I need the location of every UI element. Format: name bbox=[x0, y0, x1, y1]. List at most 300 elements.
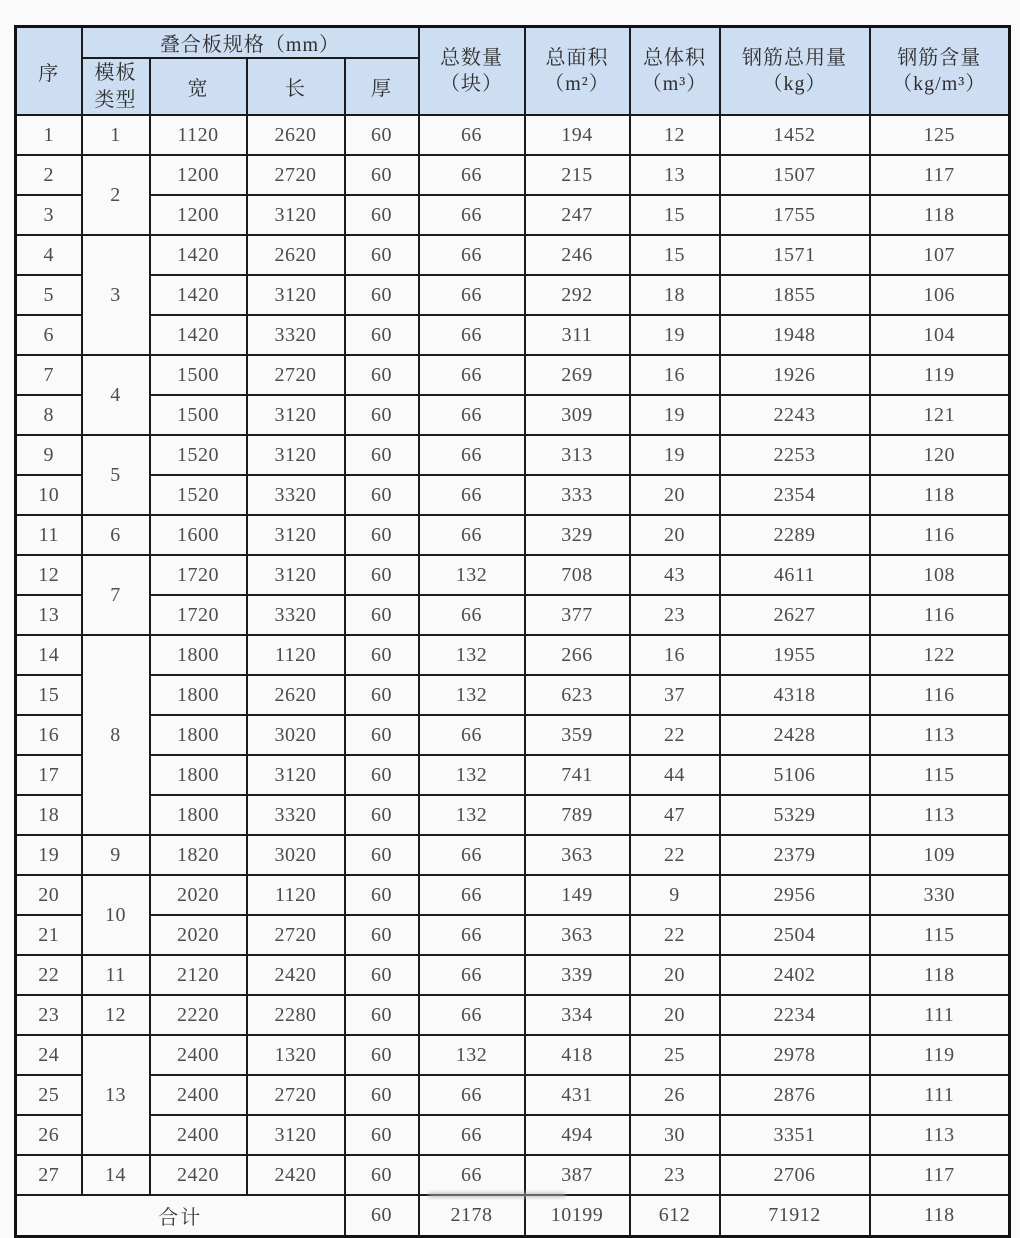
cell-rebar-total: 1507 bbox=[720, 155, 870, 195]
cell-width: 1420 bbox=[150, 235, 247, 275]
cell-rebar-content: 120 bbox=[870, 435, 1010, 475]
table-row bbox=[16, 1155, 1010, 1195]
cell-total-area: 309 bbox=[525, 395, 630, 435]
table-row bbox=[16, 195, 1010, 235]
cell-rebar-content: 104 bbox=[870, 315, 1010, 355]
cell-rebar-content: 113 bbox=[870, 715, 1010, 755]
total-count: 2178 bbox=[419, 1195, 525, 1237]
cell-total-count: 132 bbox=[419, 795, 525, 835]
cell-length: 3120 bbox=[247, 195, 345, 235]
cell-width: 1800 bbox=[150, 795, 247, 835]
cell-seq: 7 bbox=[16, 355, 82, 395]
cell-width: 1120 bbox=[150, 115, 247, 155]
cell-total-count: 66 bbox=[419, 1155, 525, 1195]
cell-total-area: 418 bbox=[525, 1035, 630, 1075]
slab-summary-table bbox=[14, 25, 1011, 1238]
cell-rebar-total: 2234 bbox=[720, 995, 870, 1035]
table-row bbox=[16, 395, 1010, 435]
table-row bbox=[16, 995, 1010, 1035]
header-rebar-total-line1: 钢筋总用量 bbox=[742, 46, 847, 69]
cell-width: 1420 bbox=[150, 275, 247, 315]
cell-total-count: 66 bbox=[419, 1115, 525, 1155]
cell-length: 3120 bbox=[247, 435, 345, 475]
table-row bbox=[16, 475, 1010, 515]
cell-width: 2120 bbox=[150, 955, 247, 995]
cell-total-count: 66 bbox=[419, 115, 525, 155]
header-thickness: 厚 bbox=[345, 58, 419, 115]
cell-seq: 14 bbox=[16, 635, 82, 675]
cell-seq: 23 bbox=[16, 995, 82, 1035]
cell-seq: 8 bbox=[16, 395, 82, 435]
cell-total-count: 132 bbox=[419, 555, 525, 595]
cell-length: 2720 bbox=[247, 1075, 345, 1115]
cell-total-area: 269 bbox=[525, 355, 630, 395]
cell-length: 3320 bbox=[247, 595, 345, 635]
cell-length: 1120 bbox=[247, 635, 345, 675]
cell-total-volume: 15 bbox=[630, 195, 720, 235]
cell-length: 3120 bbox=[247, 275, 345, 315]
cell-total-area: 363 bbox=[525, 835, 630, 875]
cell-rebar-content: 108 bbox=[870, 555, 1010, 595]
cell-length: 3020 bbox=[247, 835, 345, 875]
cell-total-area: 359 bbox=[525, 715, 630, 755]
cell-rebar-content: 111 bbox=[870, 995, 1010, 1035]
cell-length: 2720 bbox=[247, 915, 345, 955]
table-body bbox=[16, 115, 1010, 1237]
cell-rebar-total: 2428 bbox=[720, 715, 870, 755]
cell-total-volume: 22 bbox=[630, 715, 720, 755]
cell-total-area: 339 bbox=[525, 955, 630, 995]
cell-rebar-content: 115 bbox=[870, 755, 1010, 795]
cell-total-area: 363 bbox=[525, 915, 630, 955]
cell-thickness: 60 bbox=[345, 355, 419, 395]
header-width: 宽 bbox=[150, 58, 247, 115]
cell-width: 1820 bbox=[150, 835, 247, 875]
cell-width: 1500 bbox=[150, 355, 247, 395]
cell-length: 1320 bbox=[247, 1035, 345, 1075]
cell-template-type: 8 bbox=[82, 635, 150, 835]
table-row bbox=[16, 435, 1010, 475]
cell-seq: 5 bbox=[16, 275, 82, 315]
cell-rebar-total: 2627 bbox=[720, 595, 870, 635]
table-row bbox=[16, 595, 1010, 635]
cell-rebar-content: 109 bbox=[870, 835, 1010, 875]
cell-thickness: 60 bbox=[345, 115, 419, 155]
cell-rebar-total: 4611 bbox=[720, 555, 870, 595]
cell-length: 2620 bbox=[247, 235, 345, 275]
cell-rebar-content: 118 bbox=[870, 955, 1010, 995]
cell-length: 3020 bbox=[247, 715, 345, 755]
cell-thickness: 60 bbox=[345, 435, 419, 475]
cell-total-count: 132 bbox=[419, 675, 525, 715]
table-row bbox=[16, 875, 1010, 915]
header-length: 长 bbox=[247, 58, 345, 115]
total-row bbox=[16, 1195, 1010, 1237]
cell-seq: 1 bbox=[16, 115, 82, 155]
cell-rebar-total: 4318 bbox=[720, 675, 870, 715]
cell-total-count: 66 bbox=[419, 595, 525, 635]
cell-width: 2400 bbox=[150, 1075, 247, 1115]
cell-total-volume: 19 bbox=[630, 315, 720, 355]
cell-total-volume: 16 bbox=[630, 635, 720, 675]
table-row bbox=[16, 115, 1010, 155]
header-total-count-line2: （块） bbox=[440, 73, 503, 95]
cell-template-type: 6 bbox=[82, 515, 150, 555]
cell-rebar-total: 1571 bbox=[720, 235, 870, 275]
cell-template-type: 1 bbox=[82, 115, 150, 155]
cell-total-count: 66 bbox=[419, 275, 525, 315]
cell-total-area: 623 bbox=[525, 675, 630, 715]
table-row bbox=[16, 715, 1010, 755]
cell-width: 2220 bbox=[150, 995, 247, 1035]
table-row bbox=[16, 1115, 1010, 1155]
cell-rebar-total: 2253 bbox=[720, 435, 870, 475]
cell-total-count: 66 bbox=[419, 955, 525, 995]
cell-thickness: 60 bbox=[345, 675, 419, 715]
cell-thickness: 60 bbox=[345, 235, 419, 275]
cell-width: 1800 bbox=[150, 755, 247, 795]
cell-total-count: 66 bbox=[419, 315, 525, 355]
cell-rebar-content: 117 bbox=[870, 155, 1010, 195]
table-row bbox=[16, 315, 1010, 355]
cell-rebar-content: 118 bbox=[870, 195, 1010, 235]
cell-total-area: 313 bbox=[525, 435, 630, 475]
cell-rebar-total: 2504 bbox=[720, 915, 870, 955]
cell-template-type: 14 bbox=[82, 1155, 150, 1195]
cell-total-volume: 23 bbox=[630, 1155, 720, 1195]
cell-rebar-total: 2956 bbox=[720, 875, 870, 915]
cell-rebar-total: 2354 bbox=[720, 475, 870, 515]
cell-rebar-content: 106 bbox=[870, 275, 1010, 315]
total-rebar-content: 118 bbox=[870, 1195, 1010, 1237]
cell-total-volume: 16 bbox=[630, 355, 720, 395]
table-row bbox=[16, 635, 1010, 675]
cell-template-type: 11 bbox=[82, 955, 150, 995]
cell-rebar-total: 5106 bbox=[720, 755, 870, 795]
cell-total-area: 215 bbox=[525, 155, 630, 195]
cell-rebar-total: 1926 bbox=[720, 355, 870, 395]
cell-seq: 9 bbox=[16, 435, 82, 475]
cell-total-area: 789 bbox=[525, 795, 630, 835]
cell-total-area: 329 bbox=[525, 515, 630, 555]
table-row bbox=[16, 515, 1010, 555]
header-rebar-total-line2: （kg） bbox=[762, 73, 827, 95]
cell-thickness: 60 bbox=[345, 555, 419, 595]
cell-total-volume: 43 bbox=[630, 555, 720, 595]
cell-seq: 19 bbox=[16, 835, 82, 875]
cell-rebar-content: 119 bbox=[870, 355, 1010, 395]
cell-length: 1120 bbox=[247, 875, 345, 915]
cell-width: 1720 bbox=[150, 555, 247, 595]
total-area: 10199 bbox=[525, 1195, 630, 1237]
cell-rebar-content: 330 bbox=[870, 875, 1010, 915]
cell-thickness: 60 bbox=[345, 1155, 419, 1195]
header-total-count-line1: 总数量 bbox=[440, 46, 503, 69]
total-thickness: 60 bbox=[345, 1195, 419, 1237]
cell-total-area: 311 bbox=[525, 315, 630, 355]
cell-seq: 25 bbox=[16, 1075, 82, 1115]
cell-width: 1520 bbox=[150, 435, 247, 475]
cell-total-volume: 19 bbox=[630, 435, 720, 475]
header-total-count bbox=[419, 27, 525, 116]
cell-thickness: 60 bbox=[345, 515, 419, 555]
cell-thickness: 60 bbox=[345, 195, 419, 235]
cell-thickness: 60 bbox=[345, 155, 419, 195]
cell-total-count: 66 bbox=[419, 435, 525, 475]
cell-rebar-content: 119 bbox=[870, 1035, 1010, 1075]
cell-seq: 17 bbox=[16, 755, 82, 795]
cell-rebar-content: 116 bbox=[870, 595, 1010, 635]
cell-total-volume: 19 bbox=[630, 395, 720, 435]
cell-total-count: 66 bbox=[419, 1075, 525, 1115]
cell-template-type: 5 bbox=[82, 435, 150, 515]
cell-total-area: 247 bbox=[525, 195, 630, 235]
cell-width: 1800 bbox=[150, 675, 247, 715]
cell-total-volume: 12 bbox=[630, 115, 720, 155]
header-rebar-content-line1: 钢筋含量 bbox=[897, 46, 982, 69]
table-row bbox=[16, 835, 1010, 875]
table-row bbox=[16, 155, 1010, 195]
cell-rebar-total: 1948 bbox=[720, 315, 870, 355]
cell-rebar-total: 1452 bbox=[720, 115, 870, 155]
cell-width: 1420 bbox=[150, 315, 247, 355]
cell-thickness: 60 bbox=[345, 835, 419, 875]
cell-total-count: 66 bbox=[419, 395, 525, 435]
cell-rebar-content: 111 bbox=[870, 1075, 1010, 1115]
cell-rebar-total: 1755 bbox=[720, 195, 870, 235]
cell-thickness: 60 bbox=[345, 475, 419, 515]
cell-total-count: 66 bbox=[419, 715, 525, 755]
cell-length: 3320 bbox=[247, 475, 345, 515]
cell-seq: 22 bbox=[16, 955, 82, 995]
cell-thickness: 60 bbox=[345, 955, 419, 995]
cell-width: 2020 bbox=[150, 875, 247, 915]
cell-total-area: 194 bbox=[525, 115, 630, 155]
cell-template-type: 7 bbox=[82, 555, 150, 635]
cell-thickness: 60 bbox=[345, 715, 419, 755]
cell-width: 1720 bbox=[150, 595, 247, 635]
cell-thickness: 60 bbox=[345, 915, 419, 955]
cell-total-count: 132 bbox=[419, 635, 525, 675]
table-row bbox=[16, 755, 1010, 795]
cell-width: 1800 bbox=[150, 715, 247, 755]
cropped-text-artifact bbox=[428, 1192, 566, 1198]
cell-seq: 20 bbox=[16, 875, 82, 915]
cell-thickness: 60 bbox=[345, 795, 419, 835]
cell-total-area: 266 bbox=[525, 635, 630, 675]
table-row bbox=[16, 355, 1010, 395]
cell-width: 1520 bbox=[150, 475, 247, 515]
cell-total-area: 246 bbox=[525, 235, 630, 275]
cell-thickness: 60 bbox=[345, 275, 419, 315]
cell-rebar-content: 118 bbox=[870, 475, 1010, 515]
header-rebar-content-line2: （kg/m³） bbox=[892, 73, 987, 95]
cell-width: 1600 bbox=[150, 515, 247, 555]
header-total-volume-line2: （m³） bbox=[641, 73, 708, 95]
cell-total-volume: 20 bbox=[630, 955, 720, 995]
header-template-type-line2: 类型 bbox=[94, 88, 137, 111]
header-seq: 序 bbox=[16, 27, 82, 116]
cell-rebar-content: 125 bbox=[870, 115, 1010, 155]
cell-template-type: 2 bbox=[82, 155, 150, 235]
cell-seq: 26 bbox=[16, 1115, 82, 1155]
cell-rebar-content: 121 bbox=[870, 395, 1010, 435]
cell-total-area: 431 bbox=[525, 1075, 630, 1115]
cell-total-volume: 30 bbox=[630, 1115, 720, 1155]
cell-length: 2420 bbox=[247, 1155, 345, 1195]
table-row bbox=[16, 915, 1010, 955]
cell-rebar-total: 1955 bbox=[720, 635, 870, 675]
cell-total-count: 132 bbox=[419, 755, 525, 795]
cell-length: 2420 bbox=[247, 955, 345, 995]
cell-length: 2620 bbox=[247, 675, 345, 715]
cell-total-volume: 44 bbox=[630, 755, 720, 795]
header-template-type-line1: 模板 bbox=[94, 62, 137, 85]
cell-total-count: 66 bbox=[419, 835, 525, 875]
table-row bbox=[16, 675, 1010, 715]
header-template-type bbox=[82, 58, 150, 115]
table-row bbox=[16, 1075, 1010, 1115]
cell-total-area: 741 bbox=[525, 755, 630, 795]
cell-thickness: 60 bbox=[345, 995, 419, 1035]
cell-total-area: 334 bbox=[525, 995, 630, 1035]
cell-seq: 15 bbox=[16, 675, 82, 715]
table-row bbox=[16, 795, 1010, 835]
cell-total-count: 66 bbox=[419, 475, 525, 515]
cell-length: 3120 bbox=[247, 395, 345, 435]
cell-total-volume: 23 bbox=[630, 595, 720, 635]
cell-total-volume: 20 bbox=[630, 515, 720, 555]
cell-length: 2280 bbox=[247, 995, 345, 1035]
cell-width: 2400 bbox=[150, 1035, 247, 1075]
cell-total-count: 66 bbox=[419, 195, 525, 235]
cell-total-volume: 9 bbox=[630, 875, 720, 915]
cell-width: 1200 bbox=[150, 195, 247, 235]
cell-seq: 24 bbox=[16, 1035, 82, 1075]
cell-seq: 11 bbox=[16, 515, 82, 555]
cell-length: 2620 bbox=[247, 115, 345, 155]
cell-total-volume: 47 bbox=[630, 795, 720, 835]
cell-total-volume: 22 bbox=[630, 835, 720, 875]
cell-length: 3120 bbox=[247, 555, 345, 595]
cell-total-area: 292 bbox=[525, 275, 630, 315]
cell-seq: 18 bbox=[16, 795, 82, 835]
cell-total-volume: 26 bbox=[630, 1075, 720, 1115]
cell-width: 2420 bbox=[150, 1155, 247, 1195]
cell-seq: 4 bbox=[16, 235, 82, 275]
header-spec-group: 叠合板规格（mm） bbox=[82, 27, 419, 59]
cell-rebar-total: 2402 bbox=[720, 955, 870, 995]
cell-rebar-total: 2978 bbox=[720, 1035, 870, 1075]
cell-rebar-total: 5329 bbox=[720, 795, 870, 835]
cell-rebar-content: 117 bbox=[870, 1155, 1010, 1195]
cell-rebar-total: 2379 bbox=[720, 835, 870, 875]
cell-length: 3320 bbox=[247, 795, 345, 835]
cell-rebar-total: 2876 bbox=[720, 1075, 870, 1115]
table-header bbox=[16, 27, 1010, 116]
cell-seq: 3 bbox=[16, 195, 82, 235]
cell-seq: 6 bbox=[16, 315, 82, 355]
cell-total-area: 494 bbox=[525, 1115, 630, 1155]
header-total-volume-line1: 总体积 bbox=[643, 46, 706, 69]
cell-total-count: 66 bbox=[419, 235, 525, 275]
cell-thickness: 60 bbox=[345, 1075, 419, 1115]
total-rebar: 71912 bbox=[720, 1195, 870, 1237]
cell-total-area: 377 bbox=[525, 595, 630, 635]
cell-thickness: 60 bbox=[345, 755, 419, 795]
cell-rebar-content: 122 bbox=[870, 635, 1010, 675]
table-row bbox=[16, 275, 1010, 315]
cell-length: 3120 bbox=[247, 1115, 345, 1155]
cell-total-volume: 22 bbox=[630, 915, 720, 955]
cell-length: 3320 bbox=[247, 315, 345, 355]
cell-length: 2720 bbox=[247, 355, 345, 395]
cell-rebar-content: 115 bbox=[870, 915, 1010, 955]
cell-total-volume: 25 bbox=[630, 1035, 720, 1075]
cell-seq: 13 bbox=[16, 595, 82, 635]
cell-thickness: 60 bbox=[345, 395, 419, 435]
cell-total-volume: 15 bbox=[630, 235, 720, 275]
cell-thickness: 60 bbox=[345, 875, 419, 915]
cell-seq: 16 bbox=[16, 715, 82, 755]
cell-width: 2020 bbox=[150, 915, 247, 955]
cell-total-count: 66 bbox=[419, 995, 525, 1035]
cell-rebar-total: 3351 bbox=[720, 1115, 870, 1155]
cell-rebar-content: 113 bbox=[870, 1115, 1010, 1155]
cell-total-area: 333 bbox=[525, 475, 630, 515]
cell-total-count: 66 bbox=[419, 875, 525, 915]
header-total-volume bbox=[630, 27, 720, 116]
cell-length: 3120 bbox=[247, 755, 345, 795]
cell-seq: 12 bbox=[16, 555, 82, 595]
cell-total-count: 66 bbox=[419, 915, 525, 955]
header-total-area bbox=[525, 27, 630, 116]
cell-thickness: 60 bbox=[345, 1115, 419, 1155]
cell-total-volume: 20 bbox=[630, 995, 720, 1035]
header-rebar-total bbox=[720, 27, 870, 116]
cell-length: 3120 bbox=[247, 515, 345, 555]
cell-seq: 27 bbox=[16, 1155, 82, 1195]
cell-thickness: 60 bbox=[345, 1035, 419, 1075]
cell-seq: 2 bbox=[16, 155, 82, 195]
cell-rebar-content: 116 bbox=[870, 675, 1010, 715]
cell-total-area: 149 bbox=[525, 875, 630, 915]
cell-total-area: 708 bbox=[525, 555, 630, 595]
cell-width: 1800 bbox=[150, 635, 247, 675]
cell-total-volume: 13 bbox=[630, 155, 720, 195]
header-total-area-line2: （m²） bbox=[544, 73, 610, 95]
cell-width: 1200 bbox=[150, 155, 247, 195]
total-label: 合计 bbox=[16, 1195, 345, 1237]
cell-width: 1500 bbox=[150, 395, 247, 435]
cell-thickness: 60 bbox=[345, 595, 419, 635]
total-volume: 612 bbox=[630, 1195, 720, 1237]
header-total-area-line1: 总面积 bbox=[545, 46, 609, 69]
cell-length: 2720 bbox=[247, 155, 345, 195]
table-row bbox=[16, 235, 1010, 275]
cell-rebar-content: 116 bbox=[870, 515, 1010, 555]
cell-rebar-total: 2289 bbox=[720, 515, 870, 555]
cell-thickness: 60 bbox=[345, 635, 419, 675]
table-row bbox=[16, 1035, 1010, 1075]
cell-rebar-total: 1855 bbox=[720, 275, 870, 315]
cell-template-type: 3 bbox=[82, 235, 150, 355]
cell-template-type: 10 bbox=[82, 875, 150, 955]
header-rebar-content bbox=[870, 27, 1010, 116]
cell-total-count: 66 bbox=[419, 515, 525, 555]
cell-rebar-total: 2706 bbox=[720, 1155, 870, 1195]
cell-total-count: 66 bbox=[419, 155, 525, 195]
